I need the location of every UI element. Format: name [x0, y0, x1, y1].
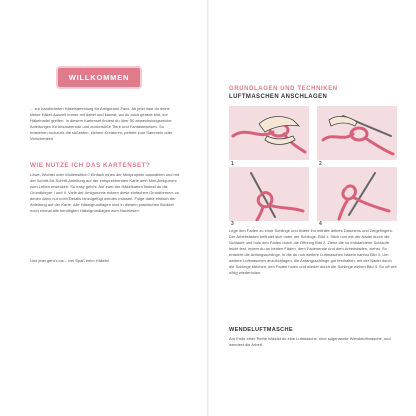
- step-number-3: 3: [231, 221, 234, 227]
- step-number-1: 1: [231, 161, 234, 167]
- left-page: [0, 0, 207, 416]
- yarn-loop-illustration-3: [229, 167, 309, 221]
- illustration-step-1: [229, 106, 309, 160]
- yarn-loop-illustration-2: [317, 106, 397, 160]
- illustration-step-4: [317, 167, 397, 221]
- closing-line: Und jetzt geht's los – viel Spaß beim Häkeln!: [30, 258, 110, 263]
- section-heading-basics: GRUNDLAGEN UND TECHNIKEN: [229, 86, 338, 92]
- welcome-banner: [58, 68, 140, 87]
- yarn-loop-illustration-4: [317, 167, 397, 221]
- illustration-step-2: [317, 106, 397, 160]
- step-number-4: 4: [319, 221, 322, 227]
- section-heading-usage: WIE NUTZE ICH DAS KARTENSET?: [30, 162, 151, 169]
- turning-chain-text: Am Ende einer Reihe häkelst du eine Luftmasche, eine sogenannte Wendeluftmasche, und wendest die Arbeit.: [229, 336, 391, 347]
- usage-paragraph: Löwe, Wichtel oder Wollensittich? Einfach eines der Miniprojekte auswählen und mit der Schritt-für-Schritt-Anleitung auf der entsprechenden Karte dein Mini-Amigurumi zum Leben erwecken. So easy geht's: Auf zwei der Häkelkarten findest du die Grundkörper I und II. Viele der Amigurumis nutzen diese einfachen Grundformen, zu denen dann nur noch Details hinzugefügt werden müssen. Folge dafür einfach der Anleitung auf der Karte. Alle Häkelgrundlagen sind in diesem praktischen Booklet noch einmal alle benötigten Häkelgrundlagen zum Nachlesen.: [30, 172, 180, 213]
- step-number-2: 2: [319, 161, 322, 167]
- right-page: [209, 0, 416, 416]
- banner-title: WILLKOMMEN: [68, 73, 130, 82]
- yarn-loop-illustration-1: [229, 106, 309, 160]
- subheading-chain-stitch: LUFTMASCHEN ANSCHLAGEN: [229, 94, 328, 100]
- chain-instructions: Lege den Faden zu einer Schlinge und fixiere ihn mithilfe deines Daumens und Zeigefingers. Der Arbeitsfaden befindet sich unter der Schlinge. Bild 1. Stich nun mit der Nadel durch die Schlaufe und hole den Faden durch die Öffnung Bild 2. Ziehe die so entstandene Schlaufe leicht fest, indem du an beiden Fäden, dem Fadenende und dem Arbeitsfaden, ziehst. So entsteht die Anfangsschlinge, in die du nun weitere Luftmaschen häkeln kannst Bild 3. Um weitere Luftmaschen anzuschlagen, die Anfangsschlinge gut festhalten, mit der Nadel durch die Schlinge stechen, den Faden holen und wieder durch die Schlinge ziehen Bild 4. So oft wie nötig wiederholen.: [229, 228, 397, 275]
- intro-paragraph: ... zur handlichsten Häkelsammlung für Amigurumi-Fans. Ab jetzt hast du deine kleine Häkel-Auszeit immer mit dabei und kannst, wo du auch gerade bist, zur Häkelnadel greifen. In diesem Kartenset findest du über 50 abwechslungsreiche Anleitungen für bezaubernde und zuckersüße Tiere und Fantasiewesen. So entstehen ruckzuck die süßesten, kleinen Kreaturen, perfekt zum Sammeln oder Verschenken.: [30, 106, 173, 141]
- subheading-turning-chain: WENDELUFTMASCHE: [229, 327, 293, 333]
- illustration-step-3: [229, 167, 309, 221]
